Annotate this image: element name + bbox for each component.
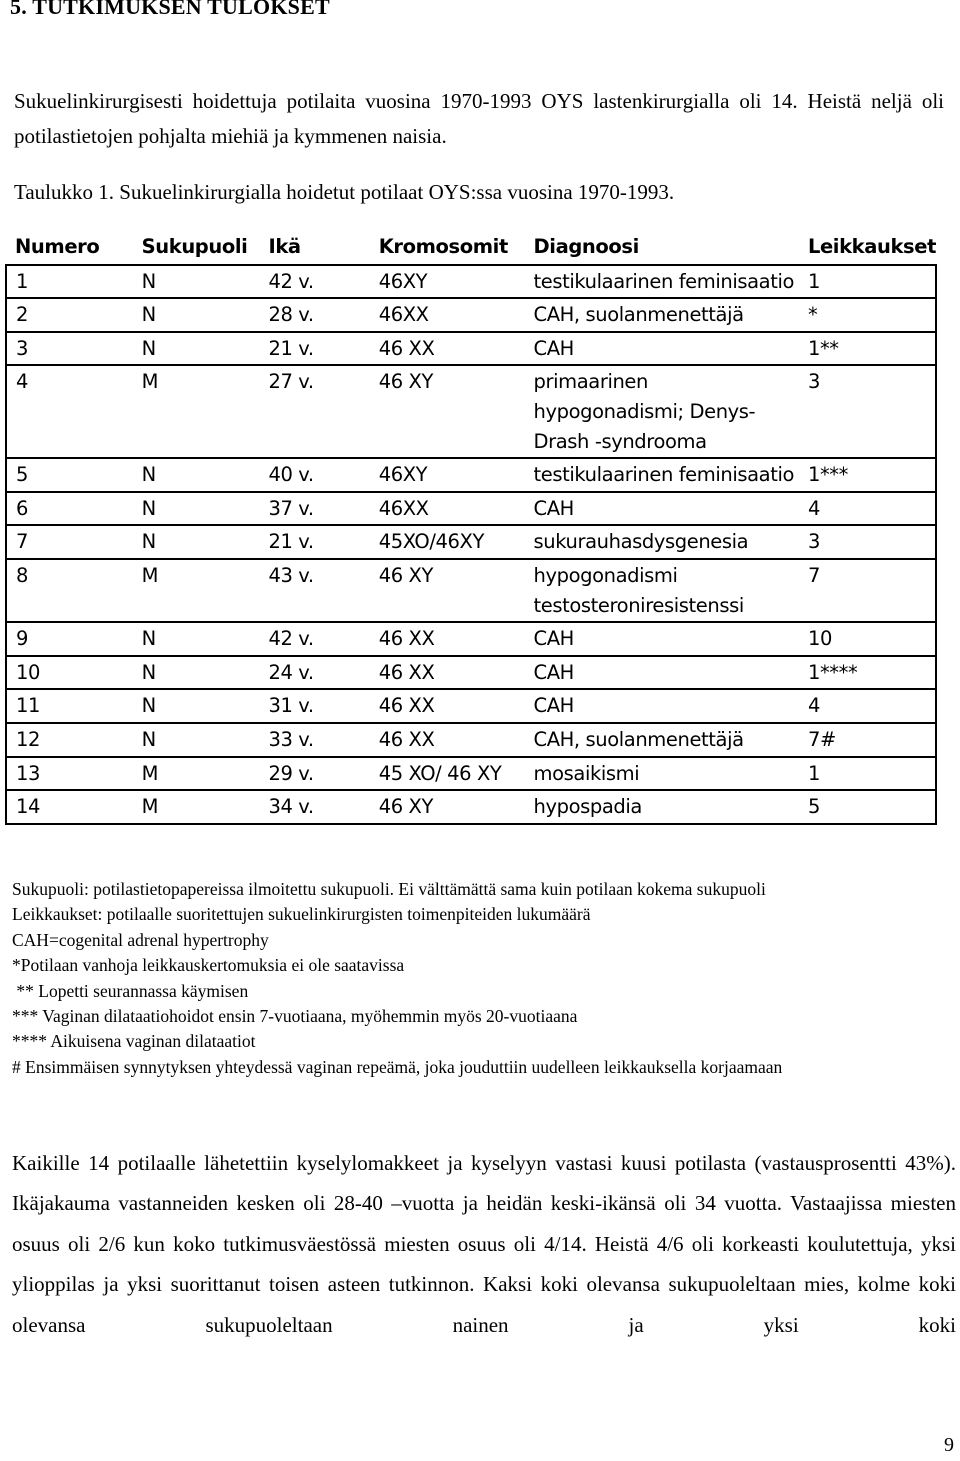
cell-kromosomit: 46 XY xyxy=(370,365,525,458)
cell-kromosomit: 46XX xyxy=(370,298,525,332)
header-diagnoosi: Diagnoosi xyxy=(525,230,799,265)
table-row xyxy=(6,365,936,458)
cell-diagnoosi: sukurauhasdysgenesia xyxy=(525,525,799,559)
cell-diagnoosi: primaarinen hypogonadismi; Denys-Drash -syndrooma xyxy=(525,365,799,458)
header-leikkaukset: Leikkaukset xyxy=(799,230,936,265)
cell-ika: 42 v. xyxy=(259,622,369,656)
cell-kromosomit: 46 XX xyxy=(370,656,525,690)
cell-numero: 8 xyxy=(6,559,133,622)
table-row xyxy=(6,723,936,757)
note-four-stars: **** Aikuisena vaginan dilataatiot xyxy=(12,1031,256,1052)
cell-sukupuoli: N xyxy=(133,525,260,559)
cell-leikkaukset: 3 xyxy=(799,525,936,559)
cell-leikkaukset: 10 xyxy=(799,622,936,656)
table-caption: Taulukko 1. Sukuelinkirurgialla hoidetut potilaat OYS:ssa vuosina 1970-1993. xyxy=(14,180,675,204)
cell-ika: 33 v. xyxy=(259,723,369,757)
header-kromosomit: Kromosomit xyxy=(370,230,525,265)
table-row xyxy=(6,458,936,492)
cell-numero: 5 xyxy=(6,458,133,492)
cell-sukupuoli: N xyxy=(133,265,260,299)
cell-numero: 10 xyxy=(6,656,133,690)
cell-numero: 3 xyxy=(6,332,133,366)
cell-ika: 29 v. xyxy=(259,757,369,791)
cell-kromosomit: 46 XX xyxy=(370,689,525,723)
table-row xyxy=(6,757,936,791)
cell-sukupuoli: N xyxy=(133,689,260,723)
cell-kromosomit: 46 XY xyxy=(370,790,525,824)
table-row xyxy=(6,790,936,824)
cell-diagnoosi: CAH xyxy=(525,492,799,526)
header-ika: Ikä xyxy=(259,230,369,265)
cell-sukupuoli: M xyxy=(133,757,260,791)
cell-leikkaukset: 3 xyxy=(799,365,936,458)
cell-ika: 21 v. xyxy=(259,332,369,366)
cell-diagnoosi: CAH xyxy=(525,622,799,656)
cell-sukupuoli: M xyxy=(133,365,260,458)
note-one-star: *Potilaan vanhoja leikkauskertomuksia ei ole saatavissa xyxy=(12,955,405,976)
cell-leikkaukset: 4 xyxy=(799,689,936,723)
cell-kromosomit: 46 XX xyxy=(370,723,525,757)
cell-ika: 37 v. xyxy=(259,492,369,526)
cell-leikkaukset: 7 xyxy=(799,559,936,622)
cell-leikkaukset: 1 xyxy=(799,265,936,299)
table-row xyxy=(6,689,936,723)
cell-sukupuoli: N xyxy=(133,723,260,757)
cell-sukupuoli: N xyxy=(133,622,260,656)
cell-numero: 7 xyxy=(6,525,133,559)
cell-diagnoosi: CAH xyxy=(525,332,799,366)
cell-numero: 4 xyxy=(6,365,133,458)
cell-leikkaukset: 5 xyxy=(799,790,936,824)
cell-kromosomit: 46 XX xyxy=(370,332,525,366)
header-numero: Numero xyxy=(6,230,133,265)
table-notes xyxy=(12,877,956,1080)
cell-diagnoosi: hypogonadismi testosteroniresistenssi xyxy=(525,559,799,622)
page-number: 9 xyxy=(944,1434,954,1456)
cell-sukupuoli: M xyxy=(133,790,260,824)
cell-ika: 43 v. xyxy=(259,559,369,622)
cell-ika: 42 v. xyxy=(259,265,369,299)
cell-ika: 27 v. xyxy=(259,365,369,458)
cell-kromosomit: 46 XY xyxy=(370,559,525,622)
note-three-stars: *** Vaginan dilataatiohoidot ensin 7-vuotiaana, myöhemmin myös 20-vuotiaana xyxy=(12,1006,578,1027)
cell-ika: 40 v. xyxy=(259,458,369,492)
body-paragraph: Kaikille 14 potilaalle lähetettiin kyselylomakkeet ja kyselyyn vastasi kuusi potilasta (vastausprosentti 43%). Ikäjakauma vastanneiden kesken oli 28-40 –vuotta ja heidän keski-ikänsä oli 34 vuotta. Vastaajissa miesten osuus oli 2/6 kun koko tutkimusväestössä miesten osuus oli 4/14. Heistä 4/6 oli korkeasti koulutettuja, yksi ylioppilas ja yksi suorittanut toisen asteen tutkinnon. Kaksi koki olevansa sukupuoleltaan mies, kolme koki olevansa sukupuoleltaan nainen ja yksi koki xyxy=(12,1151,956,1337)
cell-diagnoosi: testikulaarinen feminisaatio xyxy=(525,265,799,299)
note-cah: CAH=cogenital adrenal hypertrophy xyxy=(12,929,269,950)
patients-table xyxy=(5,230,937,825)
cell-sukupuoli: N xyxy=(133,656,260,690)
cell-numero: 11 xyxy=(6,689,133,723)
cell-numero: 2 xyxy=(6,298,133,332)
cell-diagnoosi: CAH xyxy=(525,689,799,723)
cell-ika: 21 v. xyxy=(259,525,369,559)
cell-sukupuoli: N xyxy=(133,298,260,332)
cell-kromosomit: 46XY xyxy=(370,265,525,299)
note-two-stars: ** Lopetti seurannassa käymisen xyxy=(12,980,249,1001)
table-row xyxy=(6,525,936,559)
note-sukupuoli: Sukupuoli: potilastietopapereissa ilmoitettu sukupuoli. Ei välttämättä sama kuin potilaan kokema sukupuoli xyxy=(12,879,766,899)
table-body xyxy=(6,265,936,824)
cell-diagnoosi: CAH, suolanmenettäjä xyxy=(525,723,799,757)
cell-kromosomit: 46XY xyxy=(370,458,525,492)
table-row xyxy=(6,656,936,690)
cell-numero: 13 xyxy=(6,757,133,791)
cell-numero: 6 xyxy=(6,492,133,526)
cell-diagnoosi: CAH xyxy=(525,656,799,690)
cell-kromosomit: 46XX xyxy=(370,492,525,526)
cell-sukupuoli: N xyxy=(133,332,260,366)
table-row xyxy=(6,332,936,366)
cell-numero: 9 xyxy=(6,622,133,656)
cell-sukupuoli: N xyxy=(133,492,260,526)
note-hash: # Ensimmäisen synnytyksen yhteydessä vaginan repeämä, joka jouduttiin uudelleen leikkauksella korjaamaan xyxy=(12,1056,783,1077)
cell-kromosomit: 46 XX xyxy=(370,622,525,656)
cell-kromosomit: 45XO/46XY xyxy=(370,525,525,559)
cell-diagnoosi: hypospadia xyxy=(525,790,799,824)
cell-leikkaukset: 1*** xyxy=(799,458,936,492)
table-header-row xyxy=(6,230,936,265)
table-row xyxy=(6,622,936,656)
cell-leikkaukset: 7# xyxy=(799,723,936,757)
cell-ika: 34 v. xyxy=(259,790,369,824)
note-leikkaukset: Leikkaukset: potilaalle suoritettujen sukuelinkirurgisten toimenpiteiden lukumäärä xyxy=(12,904,591,925)
cell-sukupuoli: N xyxy=(133,458,260,492)
cell-leikkaukset: 4 xyxy=(799,492,936,526)
cell-diagnoosi: CAH, suolanmenettäjä xyxy=(525,298,799,332)
cell-diagnoosi: testikulaarinen feminisaatio xyxy=(525,458,799,492)
section-heading: 5. TUTKIMUKSEN TULOKSET xyxy=(10,0,330,19)
cell-ika: 24 v. xyxy=(259,656,369,690)
table-row xyxy=(6,492,936,526)
header-sukupuoli: Sukupuoli xyxy=(133,230,260,265)
table-row xyxy=(6,265,936,299)
cell-leikkaukset: * xyxy=(799,298,936,332)
intro-paragraph: Sukuelinkirurgisesti hoidettuja potilaita vuosina 1970-1993 OYS lastenkirurgialla oli 14. Heistä neljä oli potilastietojen pohjalta miehiä ja kymmenen naisia. xyxy=(14,89,944,148)
table-row xyxy=(6,559,936,622)
cell-ika: 31 v. xyxy=(259,689,369,723)
cell-ika: 28 v. xyxy=(259,298,369,332)
cell-kromosomit: 45 XO/ 46 XY xyxy=(370,757,525,791)
cell-leikkaukset: 1**** xyxy=(799,656,936,690)
cell-diagnoosi: mosaikismi xyxy=(525,757,799,791)
cell-leikkaukset: 1** xyxy=(799,332,936,366)
cell-sukupuoli: M xyxy=(133,559,260,622)
cell-numero: 14 xyxy=(6,790,133,824)
cell-leikkaukset: 1 xyxy=(799,757,936,791)
table-row xyxy=(6,298,936,332)
cell-numero: 1 xyxy=(6,265,133,299)
cell-numero: 12 xyxy=(6,723,133,757)
